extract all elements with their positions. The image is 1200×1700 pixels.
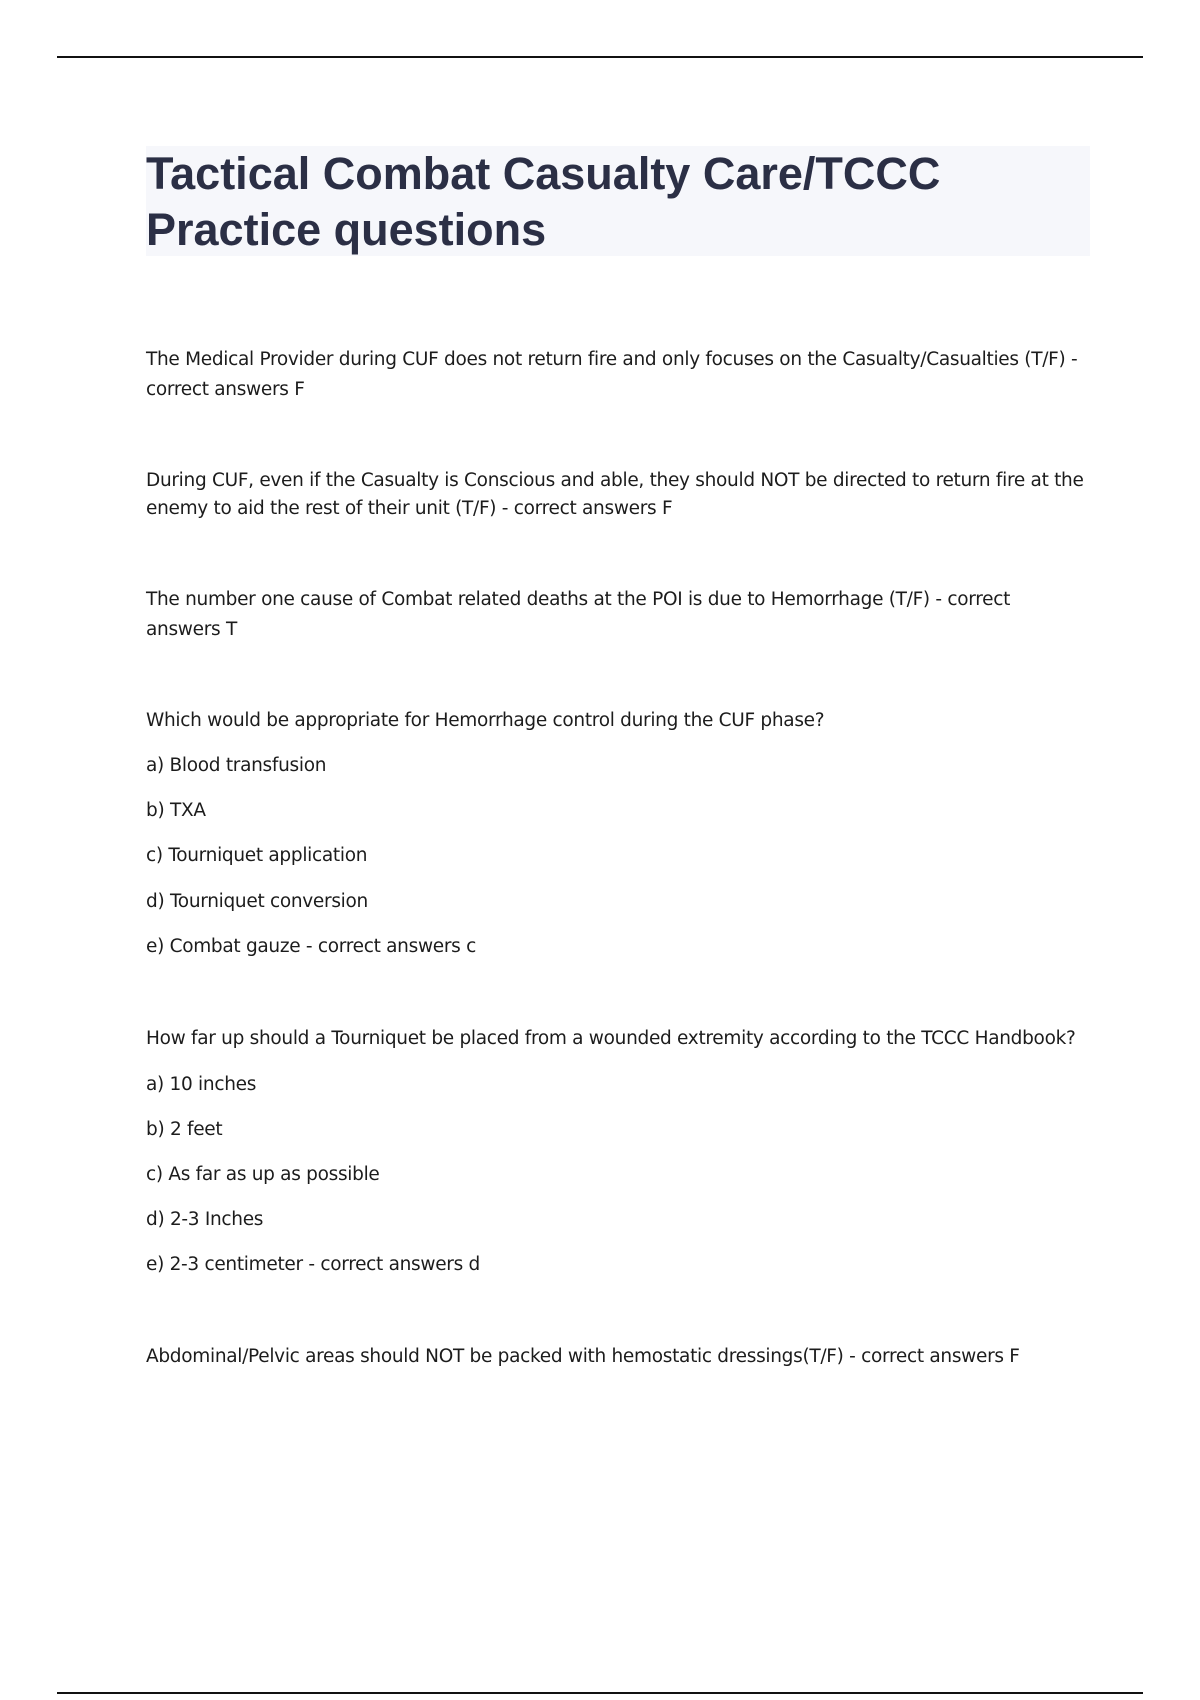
header-rule [57,56,1143,58]
item-5-option-e: e) 2-3 centimeter - correct answers d [146,1254,480,1275]
item-4-option-b: b) TXA [146,800,206,821]
document-title [146,146,1090,258]
document-title-line-2: Practice questions [146,204,547,255]
item-5-option-a: a) 10 inches [146,1074,257,1095]
item-5-option-c: c) As far as up as possible [146,1164,380,1185]
item-5-option-b: b) 2 feet [146,1119,223,1140]
item-1-line-1: The Medical Provider during CUF does not return fire and only focuses on the Casualty/Casualties (T/F) - [146,349,1078,370]
item-5-question: How far up should a Tourniquet be placed from a wounded extremity according to the TCCC Handbook? [146,1028,1076,1049]
item-2-line-1: During CUF, even if the Casualty is Conscious and able, they should NOT be directed to return fire at the [146,470,1084,491]
item-3-line-1: The number one cause of Combat related deaths at the POI is due to Hemorrhage (T/F) - correct [146,589,1011,610]
document-title-line-1: Tactical Combat Casualty Care/TCCC [146,148,941,199]
item-4-option-d: d) Tourniquet conversion [146,891,368,912]
item-2-line-2: enemy to aid the rest of their unit (T/F) - correct answers F [146,498,673,519]
item-6-line-1: Abdominal/Pelvic areas should NOT be packed with hemostatic dressings(T/F) - correct answers F [146,1346,1020,1367]
item-4-option-a: a) Blood transfusion [146,755,327,776]
item-4-question: Which would be appropriate for Hemorrhage control during the CUF phase? [146,710,825,731]
item-4-option-e: e) Combat gauze - correct answers c [146,936,476,957]
item-4-option-c: c) Tourniquet application [146,845,368,866]
item-1-line-2: correct answers F [146,379,305,400]
item-5-option-d: d) 2-3 Inches [146,1209,264,1230]
footer-rule [57,1692,1143,1694]
item-3-line-2: answers T [146,619,237,640]
